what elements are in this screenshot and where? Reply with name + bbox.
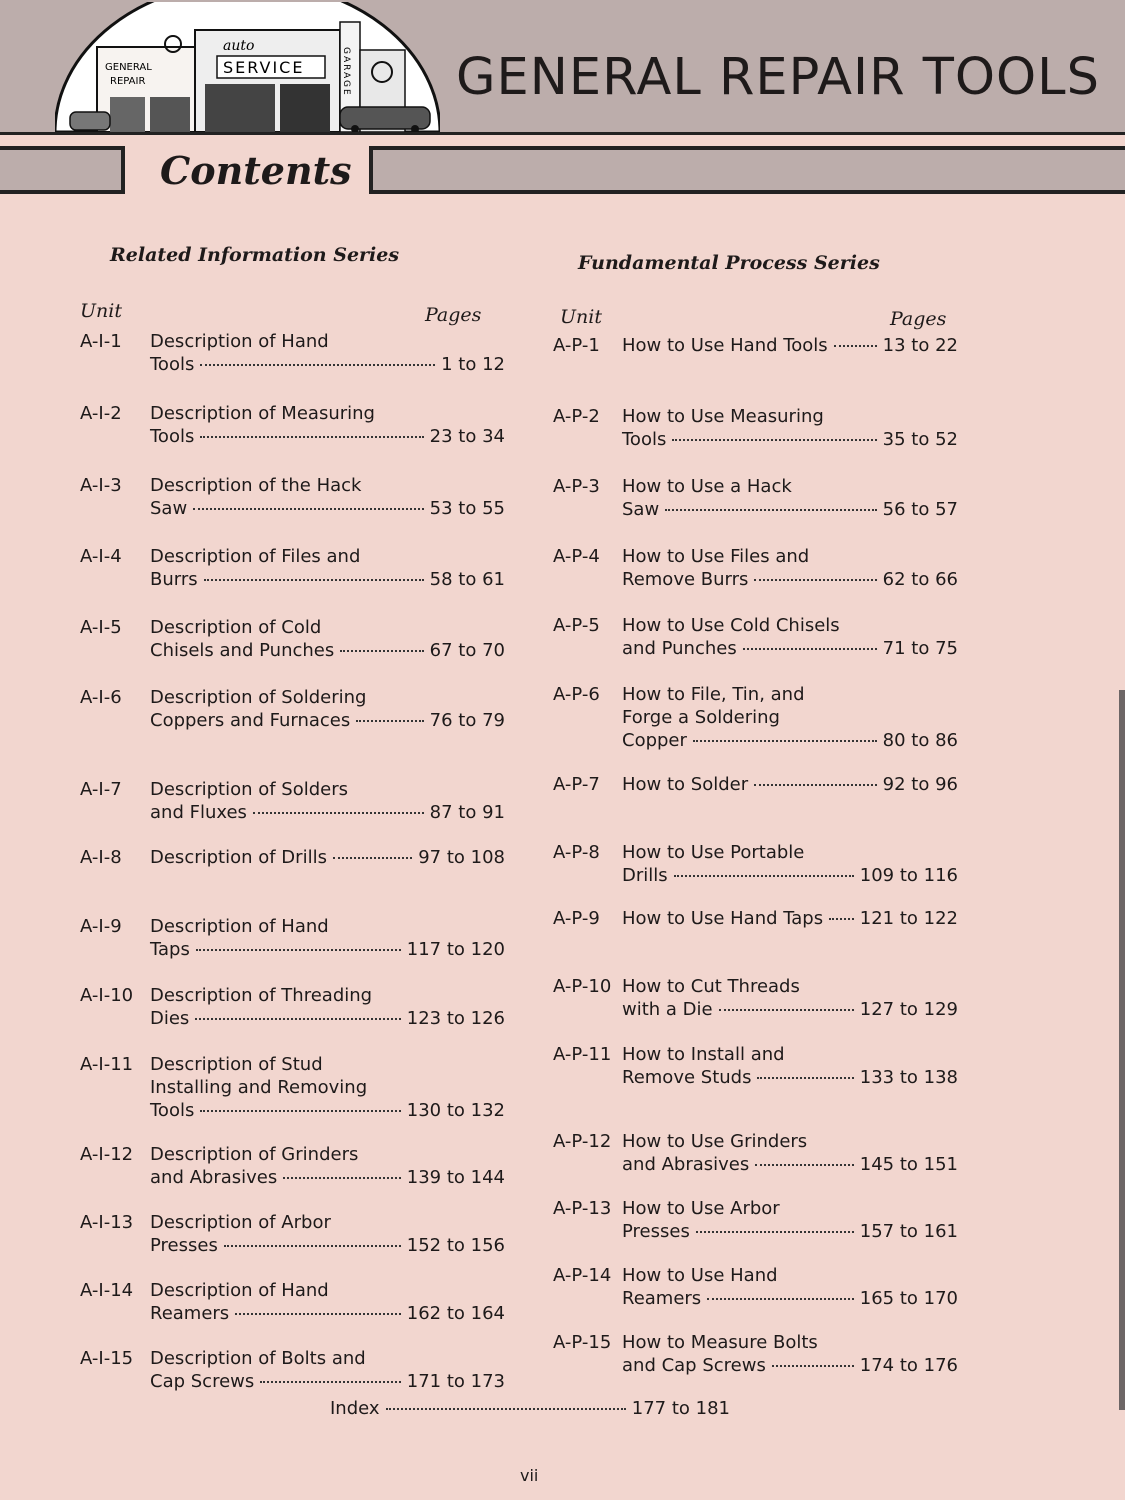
entry-last-line <box>622 568 958 591</box>
entry-last-line <box>150 1370 505 1393</box>
entry-pages: 58 to 61 <box>429 569 505 590</box>
entry-title-line: How to Use Grinders <box>622 1131 808 1152</box>
entry-title-line: Taps <box>150 939 190 960</box>
unit-code: A-I-14 <box>80 1280 134 1301</box>
entry-title-line: How to Use Hand Tools <box>622 335 828 356</box>
leader-dots <box>674 875 854 877</box>
logo-sign-auto: auto <box>223 38 255 54</box>
entry-last-line <box>622 1153 958 1176</box>
leader-dots <box>743 648 877 650</box>
leader-dots <box>772 1365 854 1367</box>
entry-title-line: How to Measure Bolts <box>622 1332 818 1353</box>
entry-title-line: Description of the Hack <box>150 475 362 496</box>
entry-pages: 109 to 116 <box>859 865 958 886</box>
entry-title-line: Tools <box>150 426 195 447</box>
entry-title-line: Tools <box>150 1100 195 1121</box>
entry-last-line <box>622 334 958 357</box>
unit-code: A-I-1 <box>80 331 122 352</box>
leader-dots <box>200 436 423 438</box>
contents-bar-left <box>0 146 125 194</box>
leader-dots <box>672 439 876 441</box>
unit-code: A-I-9 <box>80 916 122 937</box>
entry-last-line <box>150 1234 505 1257</box>
entry-last-line <box>622 729 958 752</box>
entry-title-line: Description of Drills <box>150 847 327 868</box>
leader-dots <box>253 812 424 814</box>
entry-last-line <box>150 938 505 961</box>
leader-dots <box>356 720 423 722</box>
unit-code: A-I-3 <box>80 475 122 496</box>
entry-pages: 152 to 156 <box>406 1235 505 1256</box>
entry-last-line <box>150 353 505 376</box>
logo-sign-general: GENERAL <box>105 62 152 73</box>
entry-pages: 117 to 120 <box>406 939 505 960</box>
entry-title-line: How to Use Measuring <box>622 406 824 427</box>
entry-last-line <box>622 1066 958 1089</box>
entry-pages: 157 to 161 <box>859 1221 958 1242</box>
entry-title-line: How to Use Cold Chisels <box>622 615 840 636</box>
unit-code: A-P-4 <box>553 546 600 567</box>
entry-title-line: Tools <box>150 354 195 375</box>
entry-last-line <box>150 425 505 448</box>
contents-heading: Contents <box>160 148 352 193</box>
page-number: vii <box>520 1466 539 1485</box>
unit-code: A-P-3 <box>553 476 600 497</box>
leader-dots <box>235 1313 401 1315</box>
entry-pages: 133 to 138 <box>859 1067 958 1088</box>
unit-code: A-P-5 <box>553 615 600 636</box>
entry-last-line <box>150 1099 505 1122</box>
unit-code: A-I-8 <box>80 847 122 868</box>
entry-pages: 171 to 173 <box>406 1371 505 1392</box>
entry-pages: 67 to 70 <box>429 640 505 661</box>
entry-title-line: How to Solder <box>622 774 749 795</box>
leader-dots <box>195 1018 400 1020</box>
entry-title-line: and Fluxes <box>150 802 247 823</box>
entry-pages: 56 to 57 <box>882 499 958 520</box>
left-pages-header: Pages <box>425 304 482 326</box>
entry-title-line: Installing and Removing <box>150 1077 368 1098</box>
entry-last-line <box>622 1354 958 1377</box>
left-unit-header: Unit <box>80 300 122 322</box>
logo-sign-garage: GARAGE <box>341 47 351 97</box>
leader-dots <box>757 1077 853 1079</box>
entry-pages: 87 to 91 <box>429 802 505 823</box>
entry-title-line: How to Use Files and <box>622 546 810 567</box>
leader-dots <box>340 650 423 652</box>
leader-dots <box>829 918 854 920</box>
index-entry <box>330 1398 730 1419</box>
entry-pages: 53 to 55 <box>429 498 505 519</box>
entry-title-line: How to Use Portable <box>622 842 805 863</box>
unit-code: A-P-1 <box>553 335 600 356</box>
leader-dots <box>204 579 424 581</box>
entry-title-line: Remove Burrs <box>622 569 749 590</box>
unit-code: A-P-8 <box>553 842 600 863</box>
unit-code: A-I-12 <box>80 1144 134 1165</box>
index-label: Index <box>330 1398 380 1419</box>
entry-title-line: Drills <box>622 865 668 886</box>
leader-dots <box>834 345 877 347</box>
entry-pages: 92 to 96 <box>882 774 958 795</box>
entry-last-line <box>622 1287 958 1310</box>
entry-title-line: Remove Studs <box>622 1067 752 1088</box>
entry-pages: 1 to 12 <box>441 354 505 375</box>
entry-pages: 127 to 129 <box>859 999 958 1020</box>
entry-title-line: Presses <box>622 1221 690 1242</box>
entry-title-line: and Abrasives <box>150 1167 278 1188</box>
entry-title-line: Description of Hand <box>150 1280 329 1301</box>
page-edge-strip <box>1119 690 1125 1410</box>
unit-code: A-I-10 <box>80 985 134 1006</box>
entry-last-line <box>622 864 958 887</box>
entry-pages: 76 to 79 <box>429 710 505 731</box>
entry-title-line: How to Use a Hack <box>622 476 792 497</box>
entry-title-line: Saw <box>622 499 660 520</box>
unit-code: A-P-6 <box>553 684 600 705</box>
entry-last-line <box>150 709 505 732</box>
contents-bar-right <box>369 146 1125 194</box>
leader-dots <box>386 1408 626 1410</box>
entry-last-line <box>622 637 958 660</box>
leader-dots <box>333 857 412 859</box>
entry-pages: 145 to 151 <box>859 1154 958 1175</box>
unit-code: A-P-14 <box>553 1265 612 1286</box>
leader-dots <box>707 1298 854 1300</box>
unit-code: A-I-6 <box>80 687 122 708</box>
entry-title-line: Forge a Soldering <box>622 707 780 728</box>
entry-title-line: Description of Solders <box>150 779 349 800</box>
logo-sign-service: SERVICE <box>223 58 305 77</box>
entry-title-line: Copper <box>622 730 687 751</box>
entry-title-line: Coppers and Furnaces <box>150 710 351 731</box>
entry-last-line <box>622 428 958 451</box>
entry-last-line <box>150 1007 505 1030</box>
entry-title-line: Dies <box>150 1008 190 1029</box>
unit-code: A-I-2 <box>80 403 122 424</box>
entry-last-line <box>150 639 505 662</box>
unit-code: A-P-12 <box>553 1131 612 1152</box>
entry-pages: 71 to 75 <box>882 638 958 659</box>
entry-pages: 130 to 132 <box>406 1100 505 1121</box>
entry-last-line <box>150 568 505 591</box>
entry-title-line: Description of Hand <box>150 331 329 352</box>
entry-pages: 121 to 122 <box>859 908 958 929</box>
entry-last-line <box>622 907 958 930</box>
leader-dots <box>754 784 877 786</box>
left-series-title: Related Information Series <box>110 244 400 266</box>
leader-dots <box>196 949 401 951</box>
unit-code: A-I-11 <box>80 1054 134 1075</box>
entry-last-line <box>622 773 958 796</box>
entry-last-line <box>150 801 505 824</box>
entry-pages: 13 to 22 <box>882 335 958 356</box>
entry-title-line: How to Use Hand <box>622 1265 778 1286</box>
leader-dots <box>754 579 876 581</box>
leader-dots <box>693 740 877 742</box>
entry-title-line: Description of Arbor <box>150 1212 331 1233</box>
unit-code: A-P-10 <box>553 976 612 997</box>
entry-last-line <box>622 498 958 521</box>
entry-title-line: Chisels and Punches <box>150 640 335 661</box>
entry-last-line <box>150 846 505 869</box>
unit-code: A-P-15 <box>553 1332 612 1353</box>
right-pages-header: Pages <box>890 308 947 330</box>
entry-title-line: Description of Measuring <box>150 403 375 424</box>
logo-sign-repair: REPAIR <box>110 76 146 87</box>
unit-code: A-I-13 <box>80 1212 134 1233</box>
entry-title-line: Description of Grinders <box>150 1144 359 1165</box>
leader-dots <box>200 364 435 366</box>
entry-pages: 62 to 66 <box>882 569 958 590</box>
unit-code: A-P-11 <box>553 1044 612 1065</box>
entry-last-line <box>622 998 958 1021</box>
entry-title-line: Description of Files and <box>150 546 361 567</box>
unit-code: A-I-15 <box>80 1348 134 1369</box>
page-title: GENERAL REPAIR TOOLS <box>456 48 1100 107</box>
entry-title-line: Burrs <box>150 569 198 590</box>
entry-pages: 139 to 144 <box>406 1167 505 1188</box>
entry-title-line: Description of Soldering <box>150 687 367 708</box>
entry-pages: 174 to 176 <box>859 1355 958 1376</box>
entry-title-line: Description of Bolts and <box>150 1348 366 1369</box>
leader-dots <box>224 1245 401 1247</box>
leader-dots <box>719 1009 854 1011</box>
entry-title-line: Tools <box>622 429 667 450</box>
entry-last-line <box>150 497 505 520</box>
entry-title-line: Description of Hand <box>150 916 329 937</box>
leader-dots <box>283 1177 401 1179</box>
right-series-title: Fundamental Process Series <box>578 252 880 274</box>
entry-title-line: and Cap Screws <box>622 1355 766 1376</box>
unit-code: A-P-13 <box>553 1198 612 1219</box>
entry-last-line <box>150 1302 505 1325</box>
entry-title-line: Description of Cold <box>150 617 322 638</box>
right-unit-header: Unit <box>560 306 602 328</box>
unit-code: A-I-7 <box>80 779 122 800</box>
leader-dots <box>755 1164 854 1166</box>
garage-logo <box>55 2 440 132</box>
entry-title-line: Description of Threading <box>150 985 373 1006</box>
entry-last-line <box>622 1220 958 1243</box>
entry-title-line: Reamers <box>622 1288 702 1309</box>
unit-code: A-I-4 <box>80 546 122 567</box>
entry-title-line: Presses <box>150 1235 218 1256</box>
entry-title-line: with a Die <box>622 999 713 1020</box>
entry-pages: 165 to 170 <box>859 1288 958 1309</box>
entry-title-line: Cap Screws <box>150 1371 255 1392</box>
entry-pages: 35 to 52 <box>882 429 958 450</box>
leader-dots <box>200 1110 400 1112</box>
entry-title-line: Description of Stud <box>150 1054 323 1075</box>
entry-pages: 123 to 126 <box>406 1008 505 1029</box>
entry-title-line: and Abrasives <box>622 1154 750 1175</box>
entry-title-line: How to File, Tin, and <box>622 684 805 705</box>
entry-title-line: Saw <box>150 498 188 519</box>
leader-dots <box>665 509 876 511</box>
unit-code: A-I-5 <box>80 617 122 638</box>
entry-title-line: How to Install and <box>622 1044 785 1065</box>
entry-pages: 80 to 86 <box>882 730 958 751</box>
entry-title-line: Reamers <box>150 1303 230 1324</box>
leader-dots <box>696 1231 854 1233</box>
entry-pages: 162 to 164 <box>406 1303 505 1324</box>
unit-code: A-P-7 <box>553 774 600 795</box>
entry-title-line: How to Use Arbor <box>622 1198 780 1219</box>
entry-title-line: and Punches <box>622 638 737 659</box>
entry-title-line: How to Use Hand Taps <box>622 908 824 929</box>
leader-dots <box>260 1381 401 1383</box>
leader-dots <box>193 508 423 510</box>
entry-pages: 23 to 34 <box>429 426 505 447</box>
unit-code: A-P-9 <box>553 908 600 929</box>
index-pages: 177 to 181 <box>631 1398 730 1419</box>
unit-code: A-P-2 <box>553 406 600 427</box>
entry-title-line: How to Cut Threads <box>622 976 800 997</box>
entry-last-line <box>150 1166 505 1189</box>
entry-pages: 97 to 108 <box>418 847 505 868</box>
